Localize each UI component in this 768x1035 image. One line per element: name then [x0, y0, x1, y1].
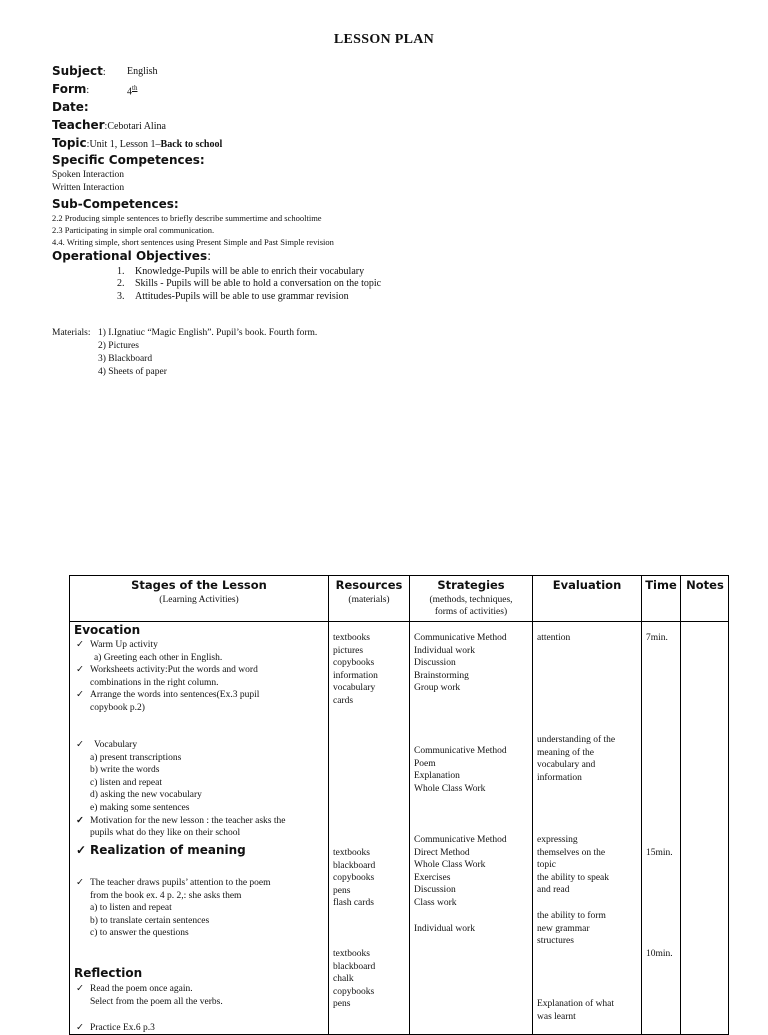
stages-realization-list: ✓ The teacher draws pupils’ attention to the poem from the book ex. 4 p. 2,: she asks them a) to listen and repeat b) to translate certain sentences c) to answer the questions — [76, 878, 271, 939]
header-notes: Notes — [686, 578, 724, 592]
column-divider — [328, 576, 329, 1034]
objective-item: 1. Knowledge-Pupils will be able to enrich their vocabulary — [117, 266, 365, 277]
topic-value: Unit 1, Lesson 1– — [89, 139, 161, 150]
stages-vocabulary-list: ✓ Vocabulary a) present transcriptions b) write the words c) listen and repeat d) asking the new vocabulary e) making some sentences ✓ Motivation for the new lesson : the teacher asks the pupils what do they like on their school — [76, 740, 286, 839]
specific-competences-heading: Specific Competences: — [52, 153, 205, 167]
teacher-value: Cebotari Alina — [107, 121, 166, 132]
header-resources: Resources (materials) — [335, 578, 403, 605]
topic-label: Topic:Unit 1, Lesson 1–Back to school — [52, 136, 223, 150]
topic-bold: Back to school — [160, 139, 223, 150]
evaluation-item: attention — [537, 633, 571, 643]
check-icon: ✓ — [76, 1023, 84, 1034]
stages-evocation-list: ✓ Warm Up activity a) Greeting each other in English. ✓ Worksheets activity:Put the words and word combinations in the right column. ✓ Arrange the words into sentences(Ex.3 pupil copybook p.2) — [76, 640, 260, 713]
resources-group: textbooks blackboard chalk copybooks pens — [333, 949, 376, 1010]
check-icon: ✓ — [76, 878, 84, 888]
check-icon: ✓ — [76, 843, 87, 857]
strategies-group: Communicative Method Individual work Discussion Brainstorming Group work — [414, 633, 507, 694]
check-icon: ✓ — [76, 740, 84, 750]
column-divider — [641, 576, 642, 1034]
column-divider — [680, 576, 681, 1034]
section-evocation: Evocation — [74, 623, 141, 637]
specific-item: Spoken Interaction — [52, 170, 125, 180]
teacher-label: Teacher:Cebotari Alina — [52, 118, 166, 132]
form-label: Form: — [52, 82, 90, 96]
strategies-group: Communicative Method Direct Method Whole Class Work Exercises Discussion Class work — [414, 835, 507, 908]
lesson-stages-table — [69, 575, 729, 1035]
evaluation-group: expressing themselves on the topic the ability to speak and read — [537, 835, 610, 896]
document-title: LESSON PLAN — [333, 32, 435, 47]
evaluation-group: the ability to form new grammar structures — [537, 911, 606, 947]
materials-item: 4) Sheets of paper — [98, 367, 167, 377]
specific-item: Written Interaction — [52, 183, 125, 193]
resources-group: textbooks blackboard copybooks pens flash cards — [333, 848, 376, 909]
section-realization: ✓ Realization of meaning — [76, 843, 246, 857]
check-icon: ✓ — [76, 665, 84, 676]
header-stages: Stages of the Lesson (Learning Activities) — [131, 578, 267, 605]
header-divider — [70, 621, 728, 622]
materials-label: Materials: — [52, 328, 91, 338]
materials-item: 3) Blackboard — [98, 354, 153, 364]
evaluation-group: Explanation of what was learnt — [537, 999, 615, 1022]
objectives-heading: Operational Objectives: — [52, 249, 212, 263]
check-icon: ✓ — [76, 690, 84, 701]
time-value: 7min. — [646, 633, 668, 643]
strategies-item: Individual work — [414, 924, 475, 934]
header-evaluation: Evaluation — [552, 578, 622, 592]
check-icon: ✓ — [76, 640, 84, 650]
sub-item: 2.2 Producing simple sentences to briefly describe summertime and schooltime — [52, 213, 322, 223]
column-divider — [409, 576, 410, 1034]
date-label: Date: — [52, 100, 89, 114]
subject-value: English — [127, 66, 158, 77]
resources-group: textbooks pictures copybooks information vocabulary cards — [333, 633, 378, 706]
form-value: 4th — [127, 84, 138, 98]
sub-item: 4.4. Writing simple, short sentences using Present Simple and Past Simple revision — [52, 237, 334, 247]
header-time: Time — [645, 578, 677, 592]
column-divider — [532, 576, 533, 1034]
objective-item: 2. Skills - Pupils will be able to hold a conversation on the topic — [117, 278, 382, 289]
materials-item: 1) I.Ignatiuc “Magic English”. Pupil’s book. Fourth form. — [98, 328, 318, 338]
header-strategies: Strategies (methods, techniques, forms of activities) — [429, 578, 513, 617]
sub-item: 2.3 Participating in simple oral communication. — [52, 225, 215, 235]
strategies-group: Communicative Method Poem Explanation Whole Class Work — [414, 746, 507, 794]
objective-item: 3. Attitudes-Pupils will be able to use grammar revision — [117, 291, 349, 302]
check-icon: ✓ — [76, 984, 84, 994]
materials-item: 2) Pictures — [98, 341, 139, 351]
subject-label: Subject: — [52, 64, 106, 78]
check-icon: ✓ — [76, 815, 84, 826]
section-reflection: Reflection — [74, 966, 143, 980]
stages-reflection-list: ✓ Read the poem once again. Select from the poem all the verbs. ✓ Practice Ex.6 p.3 — [76, 984, 223, 1034]
time-value: 15min. — [646, 848, 673, 858]
sub-competences-heading: Sub-Competences: — [52, 197, 179, 211]
time-value: 10min. — [646, 949, 673, 959]
evaluation-group: understanding of the meaning of the vocabulary and information — [537, 735, 616, 783]
